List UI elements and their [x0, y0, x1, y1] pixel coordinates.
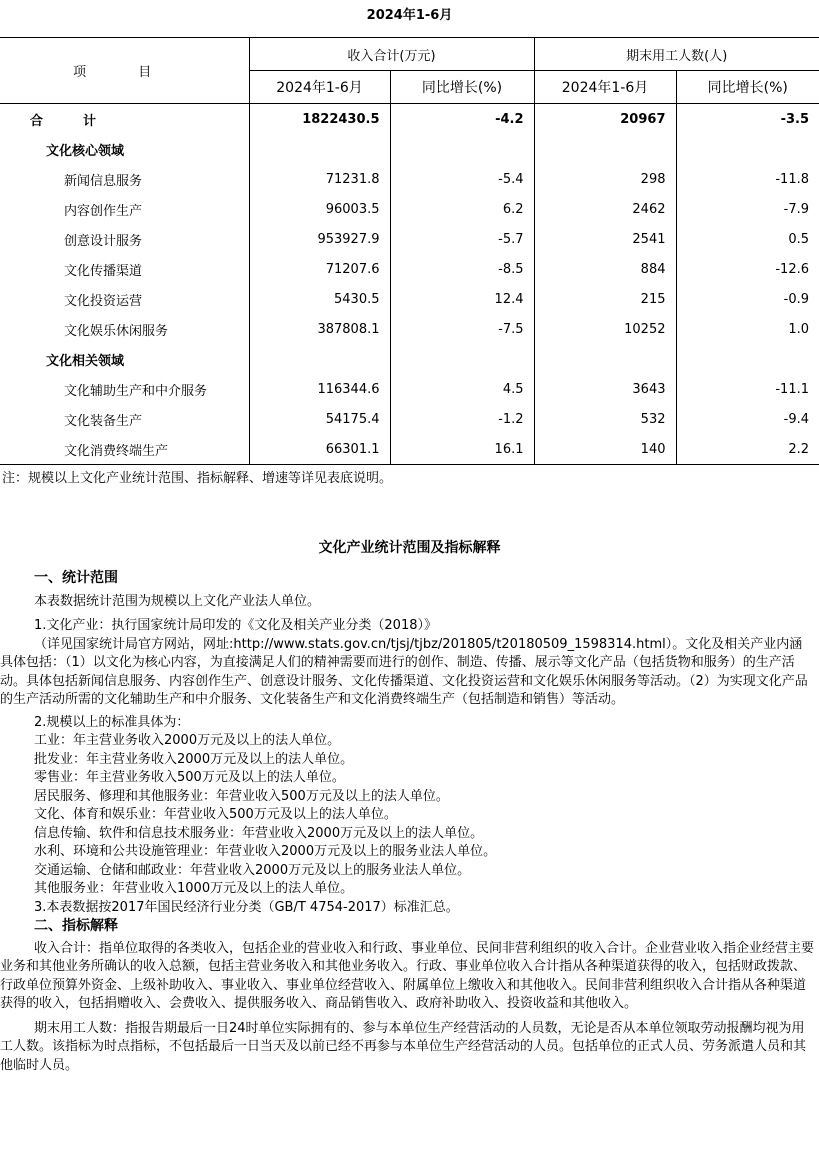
table-row — [0, 314, 819, 344]
table-row — [0, 284, 819, 314]
table-row — [0, 224, 819, 254]
employees-cell: 532 — [534, 404, 676, 434]
row-label: 文化装备生产 — [64, 413, 143, 429]
revenue-cell: 953927.9 — [249, 224, 390, 254]
table-row — [0, 344, 819, 374]
standard-item: 信息传输、软件和信息技术服务业：年营业收入2000万元及以上的法人单位。 — [34, 825, 484, 841]
revenue-growth-cell: -4.2 — [390, 104, 534, 135]
revenue-definition: 收入合计：指单位取得的各类收入，包括企业的营业收入和行政、事业单位、民间非营利组织的收入合计。企业营业收入指企业经营主要业务和其他业务所确认的收入总额，包括主营业务收入和其他业务收入。行政、事业单位收入合计指从各种渠道获得的收入，包括财政拨款、行政单位预算外资金、上级补助收入、事业收入、事业单位经营收入、附属单位上缴收入和其他收入。民间非营利组织收入合计指从各种渠道获得的收入，包括捐赠收入、会费收入、提供服务收入、商品销售收入、政府补助收入、投资收益和其他收入。 — [0, 940, 815, 1011]
revenue-cell: 1822430.5 — [249, 104, 390, 135]
revenue-cell — [249, 134, 390, 164]
item1-title: 1.文化产业：执行国家统计局印发的《文化及相关产业分类（2018）》 — [34, 618, 437, 633]
employees-cell — [534, 134, 676, 164]
employees-period-header: 2024年1-6月 — [534, 71, 676, 104]
employees-cell: 3643 — [534, 374, 676, 404]
revenue-growth-cell: 16.1 — [390, 434, 534, 465]
section2-heading: 二、指标解释 — [34, 918, 118, 934]
employees-growth-cell: 0.5 — [676, 224, 819, 254]
standard-item: 水利、环境和公共设施管理业：年营业收入2000万元及以上的服务业法人单位。 — [34, 844, 497, 859]
employees-growth-cell: -3.5 — [676, 104, 819, 135]
row-label: 新闻信息服务 — [64, 173, 143, 189]
employees-growth-cell: -9.4 — [676, 404, 819, 434]
explanation-title: 文化产业统计范围及指标解释 — [318, 540, 501, 556]
employees-cell: 10252 — [534, 314, 676, 344]
row-label: 文化核心领域 — [46, 143, 125, 159]
table-row — [0, 404, 819, 434]
standard-item: 文化、体育和娱乐业：年营业收入500万元及以上的法人单位。 — [34, 807, 397, 822]
employees-growth-cell: -11.1 — [676, 374, 819, 404]
revenue-growth-cell: -7.5 — [390, 314, 534, 344]
employees-cell: 2541 — [534, 224, 676, 254]
standards-list — [0, 732, 815, 899]
row-label: 合计 — [30, 113, 137, 129]
revenue-growth-cell: -8.5 — [390, 254, 534, 284]
revenue-growth-cell: 4.5 — [390, 374, 534, 404]
employees-cell: 140 — [534, 434, 676, 465]
revenue-growth-cell: 6.2 — [390, 194, 534, 224]
standard-item: 批发业：年主营业务收入2000万元及以上的法人单位。 — [34, 751, 354, 767]
item2-title: 2.规模以上的标准具体为： — [34, 714, 190, 730]
row-label: 文化相关领域 — [46, 353, 125, 369]
employees-growth-cell — [676, 134, 819, 164]
revenue-growth-cell: 12.4 — [390, 284, 534, 314]
row-label: 创意设计服务 — [64, 233, 143, 249]
employees-growth-cell: -11.8 — [676, 164, 819, 194]
employees-cell: 215 — [534, 284, 676, 314]
explanation-body — [0, 569, 815, 1075]
revenue-cell: 54175.4 — [249, 404, 390, 434]
row-label: 文化投资运营 — [64, 293, 143, 309]
employees-growth-cell: -12.6 — [676, 254, 819, 284]
employees-growth-cell: -0.9 — [676, 284, 819, 314]
section1-heading: 一、统计范围 — [34, 570, 118, 586]
row-label: 文化辅助生产和中介服务 — [64, 383, 208, 399]
scope-intro: 本表数据统计范围为规模以上文化产业法人单位。 — [34, 593, 321, 609]
item1-body: （详见国家统计局官方网站，网址:http://www.stats.gov.cn/tjsj/tjbz/201805/t20180509_1598314.html）。文化及相关产业内涵具体包括：（1）以文化为核心内容，为直接满足人们的精神需要而进行的创作、制造、传播、展示等文化产品（包括货物和服务）的生产活动。具体包括新闻信息服务、内容创作生产、创意设计服务、文化传播渠道、文化投资运营和文化娱乐休闲服务等活动。（2）为实现文化产品的生产活动所需的文化辅助生产和中介服务、文化装备生产和文化消费终端生产（包括制造和销售）等活动。 — [0, 636, 808, 707]
item-column-header: 项 目 — [0, 38, 249, 104]
standard-item: 居民服务、修理和其他服务业：年营业收入500万元及以上的法人单位。 — [34, 788, 449, 804]
row-label: 文化消费终端生产 — [0, 434, 249, 465]
row-label: 文化传播渠道 — [64, 263, 143, 279]
revenue-cell: 116344.6 — [249, 374, 390, 404]
statistics-table — [0, 37, 819, 465]
item3: 3.本表数据按2017年国民经济行业分类（GB/T 4754-2017）标准汇总。 — [34, 899, 459, 915]
standard-item: 零售业：年主营业务收入500万元及以上的法人单位。 — [34, 770, 345, 785]
row-label: 内容创作生产 — [64, 203, 143, 219]
revenue-growth-cell: -5.4 — [390, 164, 534, 194]
period-title: 2024年1-6月 — [366, 8, 453, 23]
revenue-cell: 71231.8 — [249, 164, 390, 194]
table-row — [0, 104, 819, 135]
employees-cell: 298 — [534, 164, 676, 194]
employees-growth-cell: 2.2 — [676, 434, 819, 465]
standard-item: 其他服务业：年营业收入1000万元及以上的法人单位。 — [34, 881, 354, 896]
employees-cell: 20967 — [534, 104, 676, 135]
standard-item: 交通运输、仓储和邮政业：年营业收入2000万元及以上的服务业法人单位。 — [34, 862, 471, 878]
employees-group-header: 期末用工人数(人) — [534, 38, 819, 71]
revenue-cell: 71207.6 — [249, 254, 390, 284]
revenue-cell: 66301.1 — [249, 434, 390, 465]
employees-cell — [534, 344, 676, 374]
employees-definition: 期末用工人数：指报告期最后一日24时单位实际拥有的、参与本单位生产经营活动的人员数，无论是否从本单位领取劳动报酬均视为用工人数。该指标为时点指标，不包括最后一日当天及以前已经不再参与本单位生产经营活动的人员。包括单位的正式人员、劳务派遣人员和其他临时人员。 — [0, 1020, 807, 1073]
revenue-group-header: 收入合计(万元) — [249, 38, 534, 71]
revenue-cell — [249, 344, 390, 374]
table-row — [0, 254, 819, 284]
employees-growth-header: 同比增长(%) — [676, 71, 819, 104]
revenue-growth-header: 同比增长(%) — [390, 71, 534, 104]
standard-item: 工业：年主营业务收入2000万元及以上的法人单位。 — [34, 733, 341, 748]
revenue-cell: 387808.1 — [249, 314, 390, 344]
revenue-cell: 96003.5 — [249, 194, 390, 224]
row-label: 文化娱乐休闲服务 — [64, 323, 169, 339]
revenue-growth-cell — [390, 134, 534, 164]
table-row — [0, 374, 819, 404]
employees-cell: 2462 — [534, 194, 676, 224]
employees-growth-cell: 1.0 — [676, 314, 819, 344]
revenue-growth-cell — [390, 344, 534, 374]
employees-growth-cell: -7.9 — [676, 194, 819, 224]
table-row — [0, 134, 819, 164]
table-row — [0, 164, 819, 194]
table-row — [0, 434, 819, 465]
table-note: 注：规模以上文化产业统计范围、指标解释、增速等详见表底说明。 — [2, 471, 393, 486]
table-row — [0, 194, 819, 224]
revenue-period-header: 2024年1-6月 — [249, 71, 390, 104]
revenue-cell: 5430.5 — [249, 284, 390, 314]
revenue-growth-cell: -1.2 — [390, 404, 534, 434]
employees-growth-cell — [676, 344, 819, 374]
revenue-growth-cell: -5.7 — [390, 224, 534, 254]
employees-cell: 884 — [534, 254, 676, 284]
